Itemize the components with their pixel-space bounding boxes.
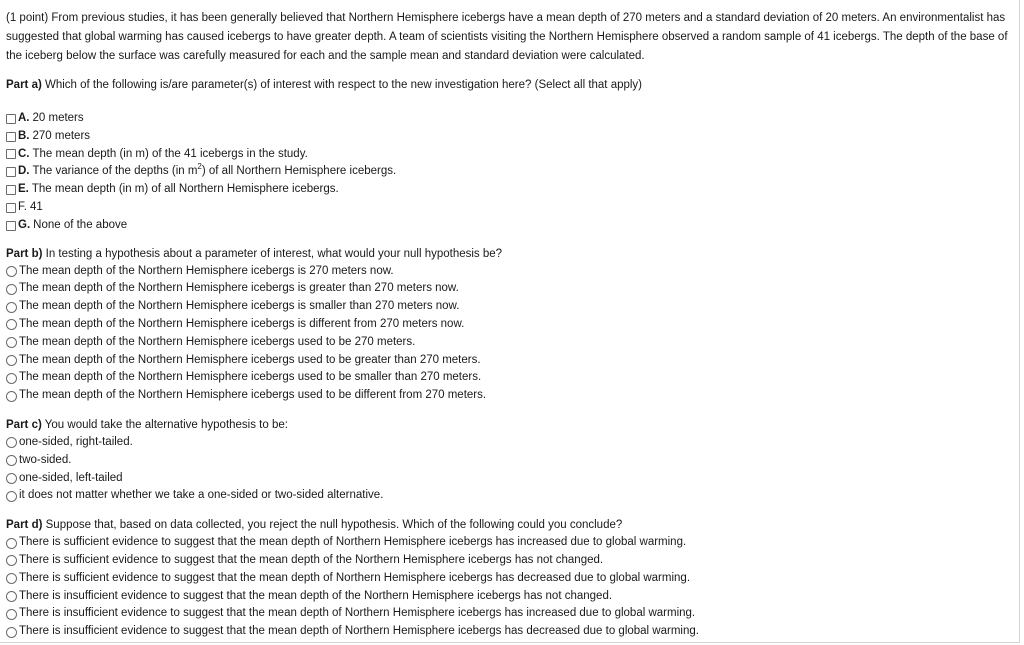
option-text: None of the above	[33, 218, 128, 231]
part-a-question	[6, 76, 1012, 94]
radio-button[interactable]	[6, 591, 17, 602]
option-text: The mean depth (in m) of the 41 icebergs in the study.	[32, 147, 308, 160]
checkbox[interactable]	[6, 114, 16, 124]
part-b-option[interactable]	[6, 316, 1012, 334]
radio-button[interactable]	[6, 491, 17, 502]
part-d-option[interactable]	[6, 588, 1012, 606]
problem-content	[6, 9, 1012, 641]
part-a-option-e[interactable]	[6, 181, 1012, 199]
part-c-option[interactable]	[6, 434, 1012, 452]
part-b-option[interactable]	[6, 298, 1012, 316]
radio-button[interactable]	[6, 319, 17, 330]
part-b-option[interactable]	[6, 369, 1012, 387]
radio-button[interactable]	[6, 473, 17, 484]
part-a-option-a[interactable]	[6, 110, 1012, 128]
option-text: The mean depth of the Northern Hemisphere icebergs is smaller than 270 meters now.	[19, 300, 460, 313]
part-c-question	[6, 416, 1012, 434]
option-text: The mean depth (in m) of all Northern Hemisphere icebergs.	[31, 183, 339, 196]
radio-button[interactable]	[6, 627, 17, 638]
option-letter: C.	[18, 147, 30, 160]
part-a-option-d[interactable]	[6, 163, 1012, 181]
option-text: it does not matter whether we take a one-sided or two-sided alternative.	[19, 489, 384, 502]
part-b-question	[6, 245, 1012, 263]
option-text: The mean depth of the Northern Hemisphere icebergs is different from 270 meters now.	[19, 317, 465, 330]
checkbox[interactable]	[6, 132, 16, 142]
checkbox[interactable]	[6, 221, 16, 231]
part-b-option[interactable]	[6, 352, 1012, 370]
part-c-options	[6, 434, 1012, 505]
part-a-options	[6, 110, 1012, 235]
option-letter: D.	[18, 165, 30, 178]
radio-button[interactable]	[6, 455, 17, 466]
radio-button[interactable]	[6, 302, 17, 313]
part-a-label: Part a)	[6, 79, 42, 91]
part-d-option[interactable]	[6, 605, 1012, 623]
part-c-label: Part c)	[6, 418, 42, 431]
part-b-option[interactable]	[6, 387, 1012, 405]
part-d-option[interactable]	[6, 534, 1012, 552]
option-letter: G.	[18, 218, 31, 231]
option-text-after: ) of all Northern Hemisphere icebergs.	[201, 165, 397, 178]
radio-button[interactable]	[6, 555, 17, 566]
part-c-option[interactable]	[6, 470, 1012, 488]
part-c-option[interactable]	[6, 487, 1012, 505]
option-text: The mean depth of the Northern Hemisphere icebergs is 270 meters now.	[19, 264, 394, 277]
part-b-option[interactable]	[6, 263, 1012, 281]
part-a-option-g[interactable]	[6, 217, 1012, 235]
option-letter: F.	[18, 200, 27, 213]
option-letter: A.	[18, 112, 30, 124]
radio-button[interactable]	[6, 538, 17, 549]
radio-button[interactable]	[6, 337, 17, 348]
option-text: one-sided, right-tailed.	[19, 435, 133, 448]
option-text: 270 meters	[32, 129, 91, 142]
option-text: There is sufficient evidence to suggest that the mean depth of Northern Hemisphere icebergs has decreased due to global warming.	[19, 571, 691, 584]
radio-button[interactable]	[6, 391, 17, 402]
part-b-options	[6, 263, 1012, 405]
option-text: The mean depth of the Northern Hemisphere icebergs used to be different from 270 meters.	[19, 389, 487, 402]
option-text	[33, 163, 397, 181]
option-text: There is insufficient evidence to suggest that the mean depth of Northern Hemisphere icebergs has increased due to global warming.	[19, 607, 696, 620]
part-d-question-text: Suppose that, based on data collected, you reject the null hypothesis. Which of the following could you conclude?	[45, 519, 623, 532]
part-a-question-text: Which of the following is/are parameter(s) of interest with respect to the new investigation here? (Select all that apply)	[45, 79, 643, 91]
part-d-label: Part d)	[6, 519, 43, 532]
option-text-before: The variance of the depths (in m	[32, 165, 198, 178]
option-text: There is sufficient evidence to suggest that the mean depth of Northern Hemisphere icebergs has increased due to global warming.	[19, 536, 687, 549]
radio-button[interactable]	[6, 266, 17, 277]
part-c-option[interactable]	[6, 452, 1012, 470]
checkbox[interactable]	[6, 203, 16, 213]
option-letter: B.	[18, 129, 30, 142]
option-text: 20 meters	[32, 112, 84, 124]
part-b-option[interactable]	[6, 280, 1012, 298]
part-b-question-text: In testing a hypothesis about a parameter of interest, what would your null hypothesis be?	[45, 247, 503, 260]
option-text: two-sided.	[19, 453, 72, 466]
part-d-option[interactable]	[6, 623, 1012, 641]
checkbox[interactable]	[6, 167, 16, 177]
option-text: The mean depth of the Northern Hemisphere icebergs used to be smaller than 270 meters.	[19, 371, 482, 384]
part-a-option-f[interactable]	[6, 199, 1012, 217]
part-b-option[interactable]	[6, 334, 1012, 352]
option-text: The mean depth of the Northern Hemisphere icebergs used to be 270 meters.	[19, 335, 416, 348]
option-text: The mean depth of the Northern Hemisphere icebergs is greater than 270 meters now.	[19, 282, 459, 295]
part-b-label: Part b)	[6, 247, 43, 260]
part-d-options	[6, 534, 1012, 641]
radio-button[interactable]	[6, 437, 17, 448]
option-text: one-sided, left-tailed	[19, 471, 123, 484]
option-text: The mean depth of the Northern Hemisphere icebergs used to be greater than 270 meters.	[19, 353, 481, 366]
option-text: There is sufficient evidence to suggest that the mean depth of the Northern Hemisphere icebergs has not changed.	[19, 553, 604, 566]
radio-button[interactable]	[6, 373, 17, 384]
part-c-question-text: You would take the alternative hypothesis to be:	[44, 418, 288, 431]
part-a-option-c[interactable]	[6, 146, 1012, 164]
part-d-option[interactable]	[6, 570, 1012, 588]
radio-button[interactable]	[6, 355, 17, 366]
option-text: 41	[29, 200, 43, 213]
part-a-option-b[interactable]	[6, 128, 1012, 146]
radio-button[interactable]	[6, 573, 17, 584]
option-text: There is insufficient evidence to suggest that the mean depth of the Northern Hemisphere icebergs has not changed.	[19, 589, 613, 602]
option-letter: E.	[18, 183, 29, 196]
checkbox[interactable]	[6, 149, 16, 159]
part-d-question	[6, 516, 1012, 534]
radio-button[interactable]	[6, 284, 17, 295]
radio-button[interactable]	[6, 609, 17, 620]
part-d-option[interactable]	[6, 552, 1012, 570]
problem-intro: (1 point) From previous studies, it has been generally believed that Northern Hemisphere icebergs have a mean depth of 270 meters and a standard deviation of 20 meters. An environmentalist has suggested that global warming has caused icebergs to have greater depth. A team of scientists visiting the Northern Hemisphere observed a random sample of 41 icebergs. The depth of the base of the iceberg below the surface was carefully measured for each and the sample mean and standard deviation were calculated.	[6, 12, 1008, 62]
checkbox[interactable]	[6, 185, 16, 195]
superscript: 2	[197, 162, 202, 172]
option-text: There is insufficient evidence to suggest that the mean depth of Northern Hemisphere icebergs has decreased due to global warming.	[19, 625, 699, 638]
